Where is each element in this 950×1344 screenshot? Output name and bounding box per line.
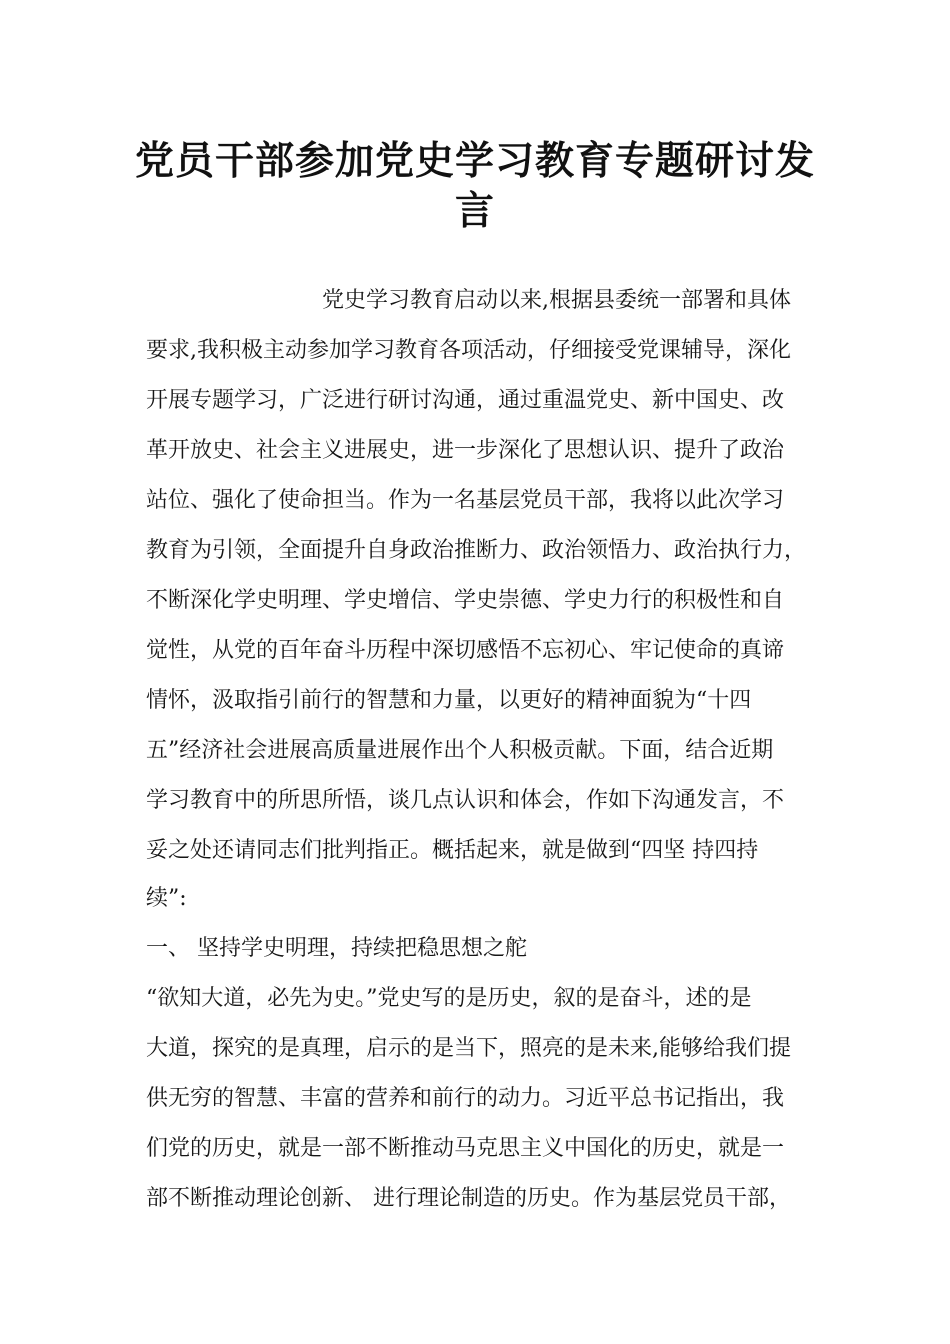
body-line-7: 不断深化学史明理、学史增信、学史崇德、学史力行的积极性和自 (146, 588, 785, 613)
body-line-1: 党史学习教育启动以来,根据县委统一部署和具体 (322, 288, 791, 313)
body-line-13: 续”: (146, 886, 187, 911)
body-line-12: 妥之处还请同志们批判指正。概括起来，就是做到“四坚 持四持 (146, 838, 759, 863)
body-line-19: 部不断推动理论创新、 进行理论制造的历史。作为基层党员干部， (146, 1186, 791, 1211)
body-line-2: 要求,我积极主动参加学习教育各项活动，仔细接受党课辅导，深化 (146, 338, 791, 363)
document-title-line-1: 党员干部参加党史学习教育专题研讨发 (134, 139, 815, 184)
body-line-11: 学习教育中的所思所悟，谈几点认识和体会，作如下沟通发言，不 (146, 788, 785, 813)
body-line-15: “欲知大道，必先为史。”党史写的是历史，叙的是奋斗，述的是 (146, 986, 752, 1011)
body-line-6: 教育为引领，全面提升自身政治推断力、政治领悟力、政治执行力， (146, 538, 807, 563)
body-line-3: 开展专题学习，广泛进行研讨沟通，通过重温党史、新中国史、改 (146, 388, 785, 413)
body-line-4: 革开放史、社会主义进展史，进一步深化了思想认识、提升了政治 (146, 438, 785, 463)
body-line-10: 五”经济社会进展高质量进展作出个人积极贡献。下面，结合近期 (146, 738, 774, 763)
body-line-8: 觉性，从党的百年奋斗历程中深切感悟不忘初心、牢记使命的真谛 (146, 638, 785, 663)
section-heading-1: 一、 坚持学史明理，持续把稳思想之舵 (146, 936, 527, 961)
body-line-16: 大道，探究的是真理，启示的是当下，照亮的是未来,能够给我们提 (146, 1036, 791, 1061)
body-line-5: 站位、强化了使命担当。作为一名基层党员干部，我将以此次学习 (146, 488, 785, 513)
body-line-18: 们党的历史，就是一部不断推动马克思主义中国化的历史，就是一 (146, 1136, 785, 1161)
body-line-17: 供无穷的智慧、丰富的营养和前行的动力。习近平总书记指出，我 (146, 1086, 785, 1111)
body-line-9: 情怀，汲取指引前行的智慧和力量，以更好的精神面貌为“十四 (146, 688, 752, 713)
document-title-line-2: 言 (454, 189, 495, 234)
